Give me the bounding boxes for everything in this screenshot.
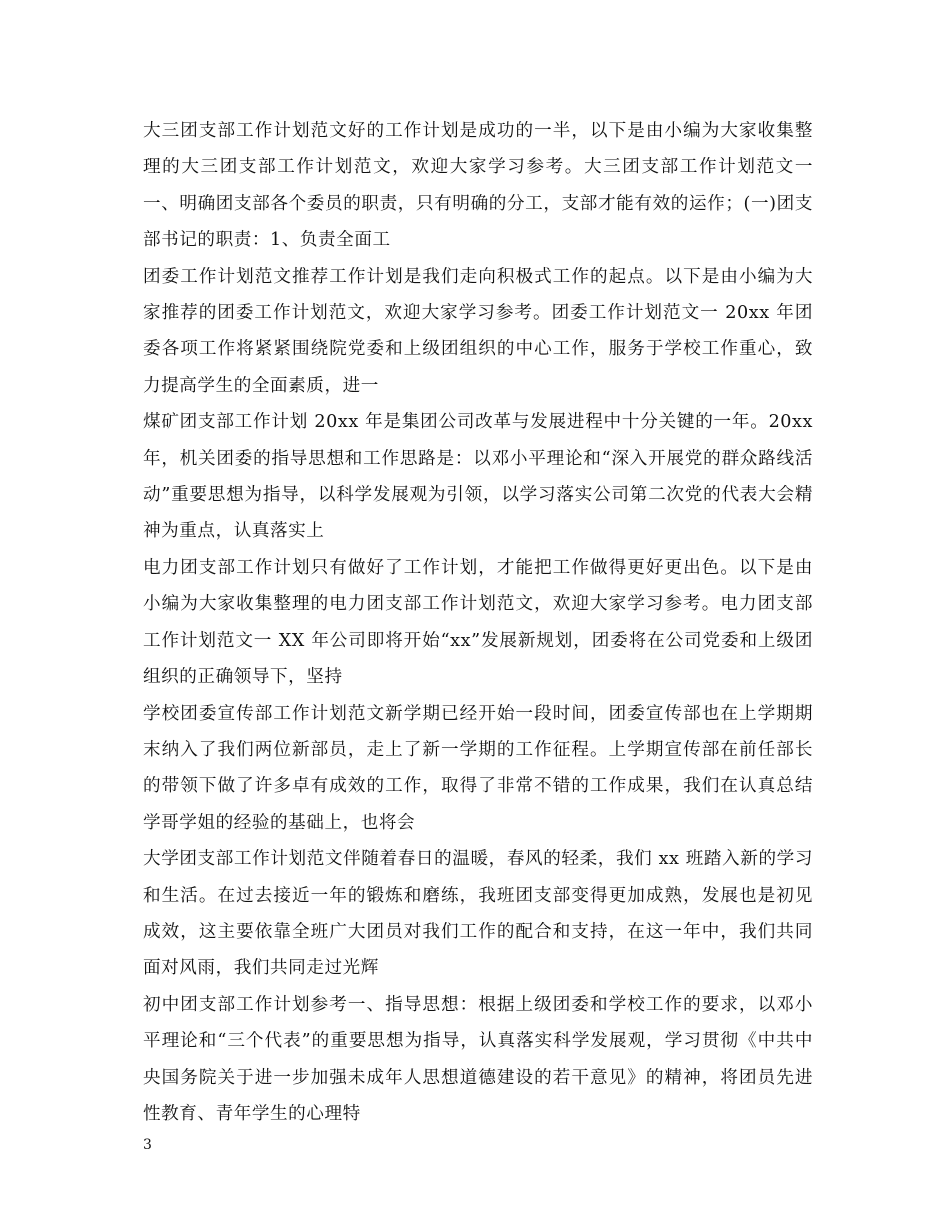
paragraph-7: 初中团支部工作计划参考一、指导思想：根据上级团委和学校工作的要求，以邓小平理论和“三个代表”的重要思想为指导，认真落实科学发展观，学习贯彻《中共中央国务院关于进一步加强未成年人思想道德建设的若干意见》的精神，将团员先进性教育、青年学生的心理特 — [143, 994, 813, 1124]
paragraph-1: 大三团支部工作计划范文好的工作计划是成功的一半，以下是由小编为大家收集整理的大三团支部工作计划范文，欢迎大家学习参考。大三团支部工作计划范文一一、明确团支部各个委员的职责，只有明确的分工，支部才能有效的运作；(一)团支部书记的职责：1、负责全面工 — [143, 121, 813, 251]
paragraph-2: 团委工作计划范文推荐工作计划是我们走向积极式工作的起点。以下是由小编为大家推荐的团委工作计划范文，欢迎大家学习参考。团委工作计划范文一 20xx 年团委各项工作将紧紧围绕院党委和上级团组织的中心工作，服务于学校工作重心，致力提高学生的全面素质，进一 — [143, 266, 813, 396]
paragraph-6: 大学团支部工作计划范文伴随着春日的温暖，春风的轻柔，我们 xx 班踏入新的学习和生活。在过去接近一年的锻炼和磨练，我班团支部变得更加成熟，发展也是初见成效，这主要依靠全班广大团员对我们工作的配合和支持，在这一年中，我们共同面对风雨，我们共同走过光辉 — [143, 849, 813, 979]
document-body — [143, 113, 813, 1132]
page-number: 3 — [143, 1137, 152, 1153]
paragraph-4: 电力团支部工作计划只有做好了工作计划，才能把工作做得更好更出色。以下是由小编为大家收集整理的电力团支部工作计划范文，欢迎大家学习参考。电力团支部工作计划范文一 XX 年公司即将开始“xx”发展新规划，团委将在公司党委和上级团组织的正确领导下，坚持 — [143, 557, 813, 688]
paragraph-3: 煤矿团支部工作计划 20xx 年是集团公司改革与发展进程中十分关键的一年。20xx 年，机关团委的指导思想和工作思路是：以邓小平理论和“深入开展党的群众路线活 动”重要思想为指导，以科学发展观为引领，以学习落实公司第二次党的代表大会精神为重点，认真落实上 — [143, 412, 813, 542]
paragraph-5: 学校团委宣传部工作计划范文新学期已经开始一段时间，团委宣传部也在上学期期末纳入了我们两位新部员，走上了新一学期的工作征程。上学期宣传部在前任部长的带领下做了许多卓有成效的工作，取得了非常不错的工作成果，我们在认真总结学哥学姐的经验的基础上，也将会 — [143, 703, 813, 833]
